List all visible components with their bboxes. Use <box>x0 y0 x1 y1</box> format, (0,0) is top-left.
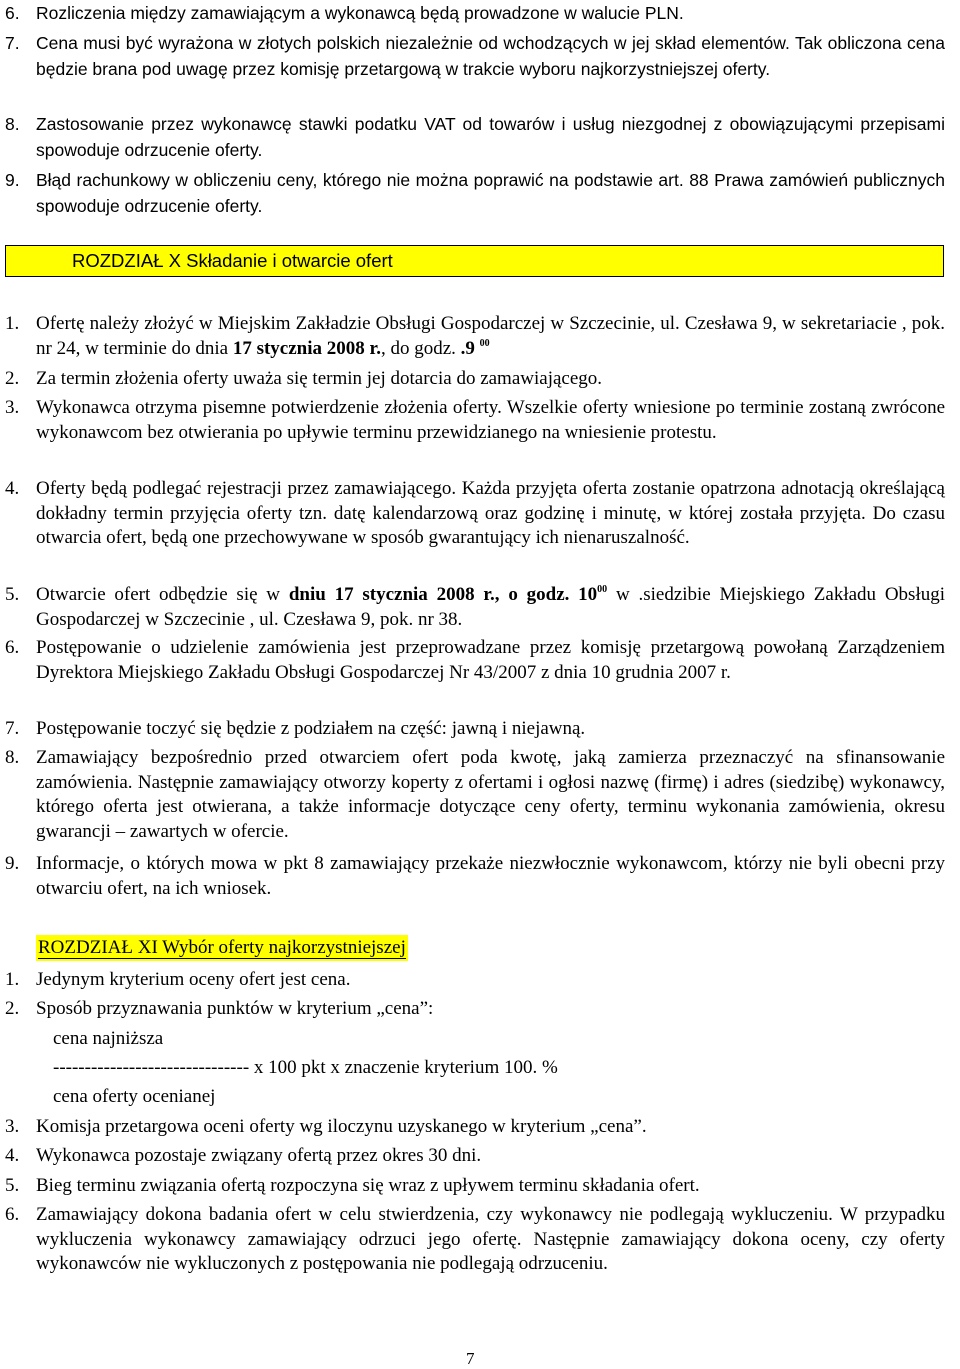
item-text <box>36 477 945 551</box>
item-number: 6. <box>5 3 20 23</box>
item-text <box>36 1115 945 1140</box>
item-number: 2. <box>5 998 20 1019</box>
text-run: Postępowanie toczyć się będzie z podziałem na część: jawną i niejawną. <box>36 718 586 739</box>
list-item <box>5 997 945 1022</box>
list-item <box>5 1203 945 1277</box>
formula-denominator: cena oferty ocenianej <box>53 1086 216 1107</box>
item-text <box>36 717 945 742</box>
text-run: Oferty będą podlegać rejestracji przez zamawiającego. Każda przyjęta oferta zostanie opatrzona adnotacją określającą dokładny termin przyjęcia oferty tzn. datę kalendarzową oraz godzinę i minutę, w której została przyjęta. Do czasu otwarcia ofert, będą one przechowywane w sposób gwarantujący ich nienaruszalność. <box>36 478 945 548</box>
bold-run: dniu 17 stycznia 2008 r., o godz. 10 <box>288 584 598 605</box>
item-number: 8. <box>5 114 20 134</box>
item-text <box>36 636 945 685</box>
item-number: 7. <box>5 33 20 53</box>
superscript-run: 00 <box>597 584 608 595</box>
list-item <box>5 583 945 632</box>
item-text <box>36 968 945 993</box>
item-text <box>36 746 945 844</box>
item-text <box>36 997 945 1022</box>
section-heading: ROZDZIAŁ X Składanie i otwarcie ofert <box>72 250 393 271</box>
text-run: Jedynym kryterium oceny ofert jest cena. <box>36 969 351 990</box>
item-text <box>36 312 945 361</box>
text-run: Rozliczenia między zamawiającym a wykonawcą będą prowadzone w walucie PLN. <box>36 3 684 23</box>
section-heading-band <box>36 935 408 961</box>
item-text <box>36 0 945 26</box>
text-run: Za termin złożenia oferty uważa się termin jej dotarcia do zamawiającego. <box>36 368 603 389</box>
text-run: w .siedzibie Miejskiego Zakładu Obsługi Gospodarczej w Szczecinie , ul. Czesława 9, pok. nr 38. <box>36 584 946 630</box>
list-item <box>5 852 945 901</box>
formula-numerator: cena najniższa <box>53 1028 164 1049</box>
bold-run: .9 <box>460 337 475 359</box>
item-number: 4. <box>5 478 20 499</box>
item-number: 3. <box>5 1116 20 1137</box>
item-number: 2. <box>5 368 20 389</box>
item-text <box>36 111 945 163</box>
list-item <box>5 636 945 685</box>
item-text <box>36 30 945 82</box>
item-number: 1. <box>5 313 20 334</box>
bold-run: 17 stycznia 2008 r. <box>232 337 381 359</box>
item-number: 5. <box>5 584 20 605</box>
text-run: Ofertę należy złożyć w Miejskim Zakładzie Obsługi Gospodarczej w Szczecinie, ul. Czesława 9, w sekretariacie , pok. nr 24, w terminie do dnia <box>36 313 945 359</box>
item-text <box>36 852 945 901</box>
section-heading-band <box>5 245 944 277</box>
item-number: 4. <box>5 1145 20 1166</box>
page-number: 7 <box>466 1349 475 1368</box>
list-item <box>5 30 945 82</box>
list-item <box>5 717 945 742</box>
list-item <box>5 0 945 26</box>
list-item <box>5 111 945 163</box>
list-item <box>5 167 945 219</box>
text-run: Sposób przyznawania punktów w kryterium „cena”: <box>36 998 434 1019</box>
text-run: Zastosowanie przez wykonawcę stawki podatku VAT od towarów i usług niezgodnej z obowiązującymi przepisami spowoduje odrzucenie oferty. <box>36 114 945 160</box>
list-item <box>5 367 945 392</box>
section-heading: ROZDZIAŁ XI Wybór oferty najkorzystniejszej <box>38 937 406 958</box>
text-run: Wykonawca otrzyma pisemne potwierdzenie złożenia oferty. Wszelkie oferty wniesione po terminie zostaną zwrócone wykonawcom bez otwierania po upływie terminu przewidzianego na wniesienie protestu. <box>36 397 945 443</box>
formula-line: ------------------------------- x 100 pkt x znaczenie kryterium 100. % <box>53 1057 558 1078</box>
item-text <box>36 1203 945 1277</box>
list-item <box>5 1115 945 1140</box>
item-number: 5. <box>5 1175 20 1196</box>
item-number: 6. <box>5 637 20 658</box>
text-run: Błąd rachunkowy w obliczeniu ceny, którego nie można poprawić na podstawie art. 88 Prawa zamówień publicznych spowoduje odrzucenie oferty. <box>36 170 945 216</box>
text-run: Otwarcie ofert odbędzie się w <box>36 584 289 605</box>
list-item <box>5 1174 945 1199</box>
text-run: , do godz. <box>380 337 461 359</box>
item-number: 9. <box>5 170 20 190</box>
text-run: Cena musi być wyrażona w złotych polskich niezależnie od wchodzących w jej skład elementów. Tak obliczona cena będzie brana pod uwagę przez komisję przetargową w trakcie wyboru najkorzystniejszej oferty. <box>36 33 945 79</box>
text-run: Zamawiający bezpośrednio przed otwarciem ofert poda kwotę, jaką zamierza przeznaczyć na sfinansowanie zamówienia. Następnie zamawiający otworzy koperty z ofertami i ogłosi nazwę (firmę) i adres (siedzibę) wykonawcy, którego oferta jest otwierana, a także informacje dotyczące ceny oferty, terminu wykonania zamówienia, okresu gwarancji – zawartych w ofercie. <box>36 747 945 842</box>
list-item <box>5 396 945 445</box>
item-text <box>36 1174 945 1199</box>
item-number: 3. <box>5 397 20 418</box>
text-run: Postępowanie o udzielenie zamówienia jest przeprowadzane przez komisję przetargową powołaną Zarządzeniem Dyrektora Miejskiego Zakładu Obsługi Gospodarczej Nr 43/2007 z dnia 10 grudnia 2007 r. <box>36 637 945 683</box>
item-number: 7. <box>5 718 20 739</box>
text-run: Bieg terminu związania ofertą rozpoczyna się wraz z upływem terminu składania ofert. <box>36 1175 700 1196</box>
superscript-run: 00 <box>479 337 490 349</box>
item-number: 6. <box>5 1204 20 1225</box>
text-run: Informacje, o których mowa w pkt 8 zamawiający przekaże niezwłocznie wykonawcom, którzy nie byli obecni przy otwarciu ofert, na ich wniosek. <box>36 853 945 899</box>
item-text <box>36 396 945 445</box>
item-number: 9. <box>5 853 20 874</box>
item-text <box>36 583 945 632</box>
list-item <box>5 968 945 993</box>
list-item <box>5 1144 945 1169</box>
text-run: Zamawiający dokona badania ofert w celu stwierdzenia, czy wykonawcy nie podlegają wykluczeniu. W przypadku wykluczenia wykonawcy zamawiający odrzuci jego ofertę. Następnie zamawiający dokona oceny, czy oferty wykonawców nie wykluczonych z postępowania nie podlegają odrzuceniu. <box>36 1204 945 1274</box>
item-text <box>36 1144 945 1169</box>
list-item <box>5 746 945 844</box>
item-number: 8. <box>5 747 20 768</box>
text-run: Wykonawca pozostaje związany ofertą przez okres 30 dni. <box>36 1145 482 1166</box>
text-run: Komisja przetargowa oceni oferty wg iloczynu uzyskanego w kryterium „cena”. <box>36 1116 647 1137</box>
item-text <box>36 167 945 219</box>
list-item <box>5 312 945 361</box>
item-number: 1. <box>5 969 20 990</box>
list-item <box>5 477 945 551</box>
item-text <box>36 367 945 392</box>
